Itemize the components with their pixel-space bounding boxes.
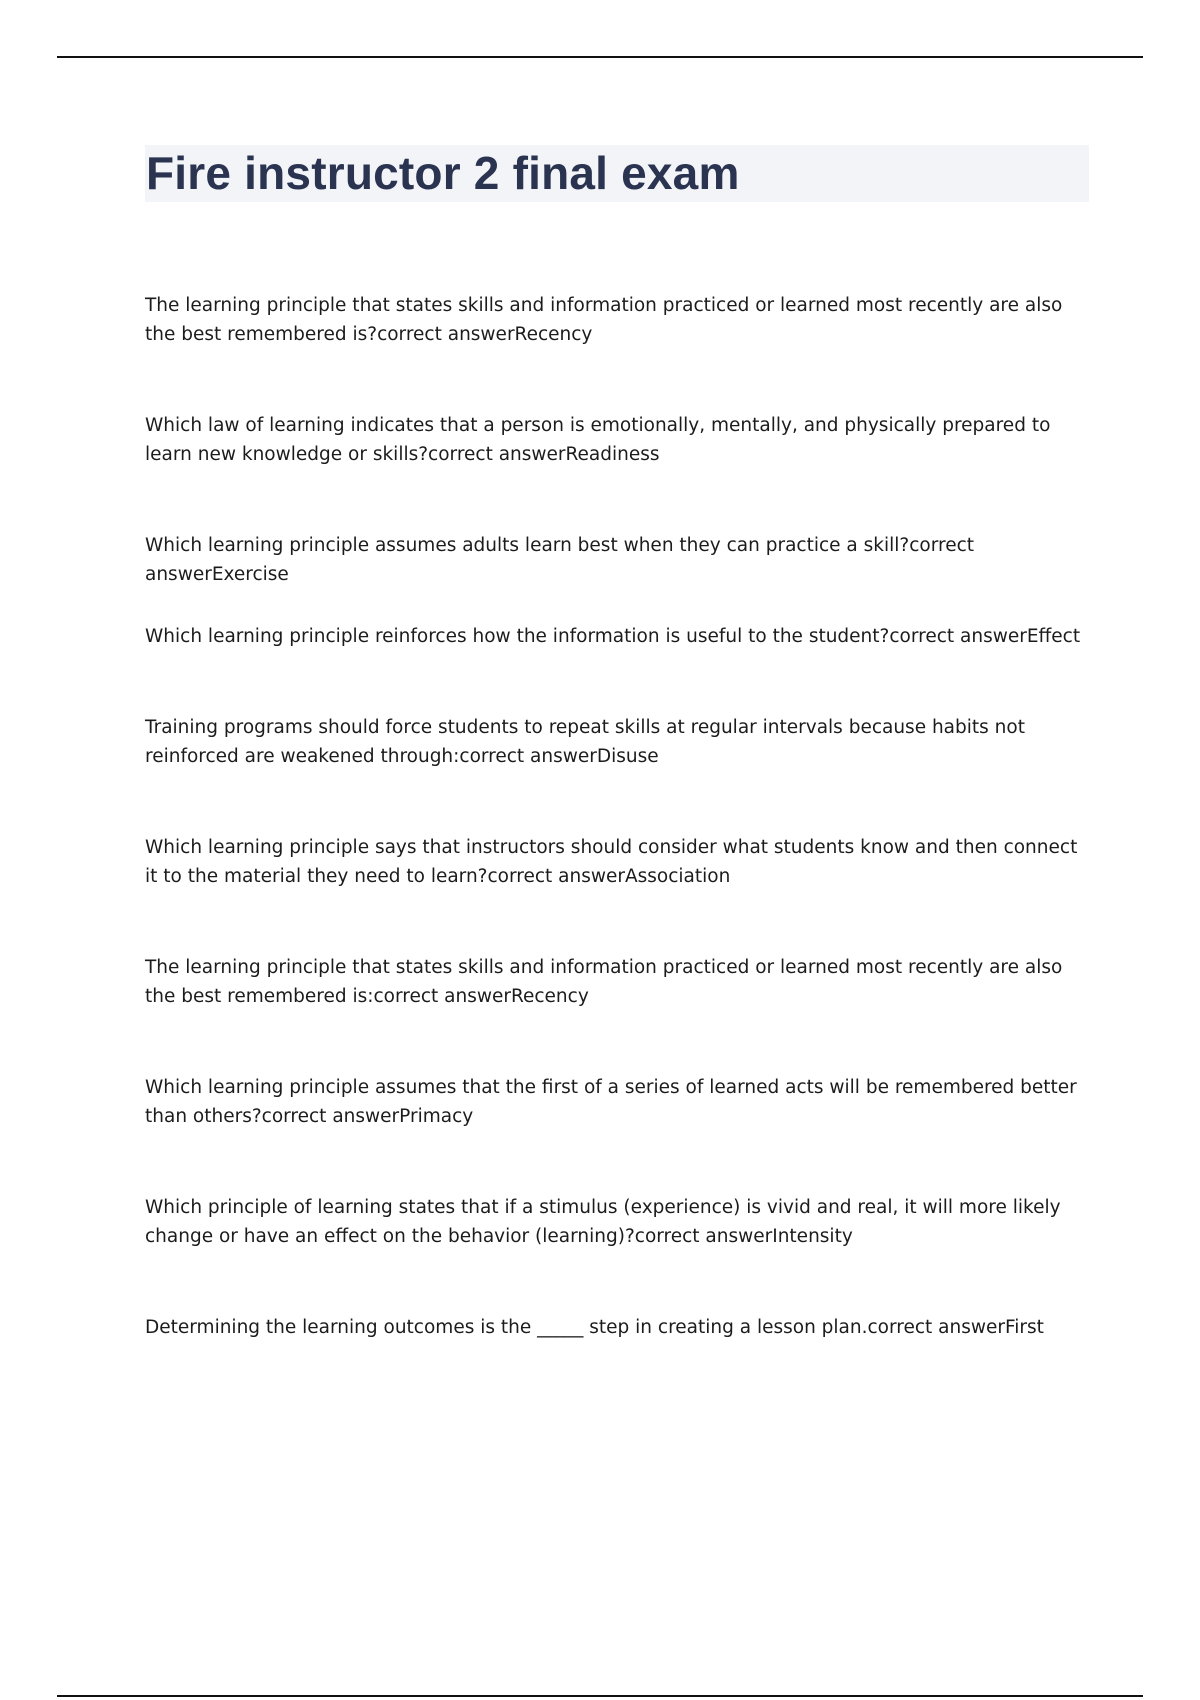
question-item-8: Which learning principle assumes that the first of a series of learned acts will be remembered better than others?correct answerPrimacy <box>145 1077 1077 1127</box>
question-list <box>145 291 1090 1404</box>
question-item-3: Which learning principle assumes adults learn best when they can practice a skill?correct answerExercise <box>145 535 974 585</box>
question-item-10: Determining the learning outcomes is the _____ step in creating a lesson plan.correct answerFirst <box>145 1317 1044 1338</box>
bottom-rule <box>57 1695 1143 1697</box>
question-item-6: Which learning principle says that instructors should consider what students know and then connect it to the material they need to learn?correct answerAssociation <box>145 837 1078 887</box>
question-item-1: The learning principle that states skills and information practiced or learned most recently are also the best remembered is?correct answerRecency <box>145 295 1063 345</box>
question-item-2: Which law of learning indicates that a person is emotionally, mentally, and physically prepared to learn new knowledge or skills?correct answerReadiness <box>145 415 1051 465</box>
question-item-7: The learning principle that states skills and information practiced or learned most recently are also the best remembered is:correct answerRecency <box>145 957 1063 1007</box>
question-item-4: Which learning principle reinforces how the information is useful to the student?correct answerEffect <box>145 626 1081 647</box>
top-rule <box>57 56 1143 58</box>
question-item-5: Training programs should force students to repeat skills at regular intervals because habits not reinforced are weakened through:correct answerDisuse <box>145 717 1025 767</box>
page-title: Fire instructor 2 final exam <box>146 147 740 199</box>
question-item-9: Which principle of learning states that if a stimulus (experience) is vivid and real, it will more likely change or have an effect on the behavior (learning)?correct answerIntensity <box>145 1197 1061 1247</box>
